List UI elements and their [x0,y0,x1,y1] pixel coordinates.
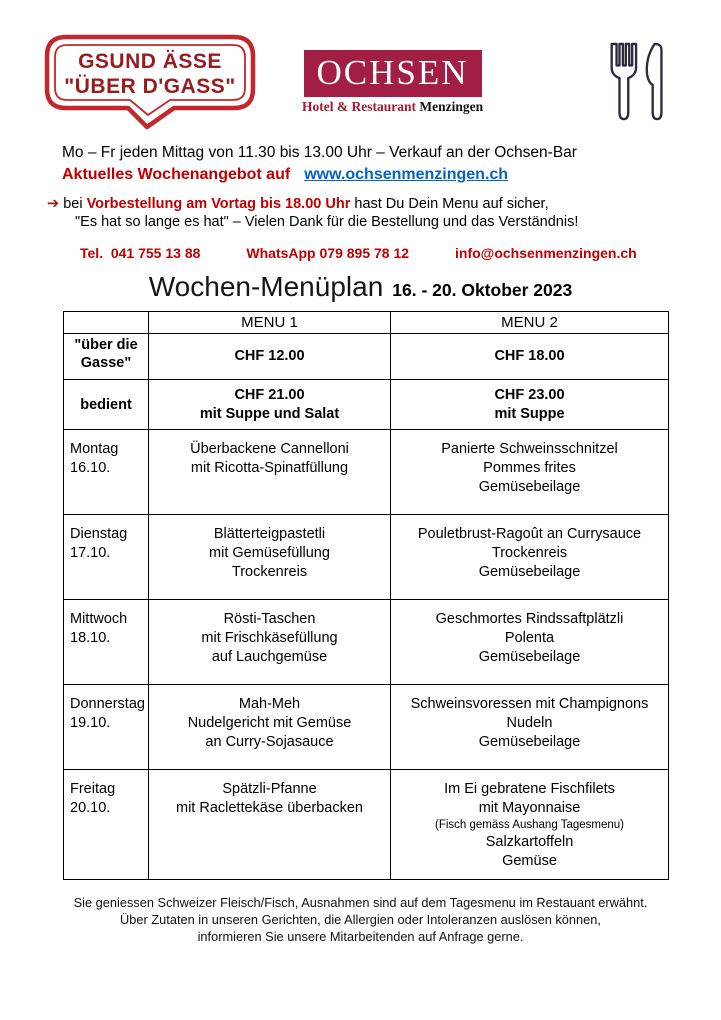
day-name: Montag [70,441,119,457]
day-date: 19.10. [70,715,111,731]
day-cell [64,515,149,600]
ochsen-caption-red: Hotel & Restaurant [302,99,416,114]
menu-line: Salzkartoffeln [485,834,574,850]
menu-line: mit Gemüsefüllung [209,545,330,561]
preorder-line [47,196,721,213]
menu-line: Blätterteigpastetli [213,526,326,542]
menu-line: Pouletbrust-Ragoût an Currysauce [417,526,642,542]
price-line: CHF 12.00 [234,348,305,364]
weekly-offer-label: Aktuelles Wochenangebot auf [62,166,291,183]
header-menu1: MENU 1 [149,312,391,334]
menu-line: Gemüsebeilage [478,734,581,750]
header-empty-cell [64,312,149,334]
menu-table [63,311,669,880]
menu-line: Trockenreis [491,545,568,561]
day-name: Freitag [70,781,116,797]
whatsapp-number: WhatsApp 079 895 78 12 [246,245,410,261]
price-line: mit Suppe und Salat [199,405,340,422]
menu1-price-cell [149,380,391,430]
gsund-aesse-logo [44,34,256,130]
menu-line: Pommes frites [483,460,576,476]
menu1-cell [149,685,391,770]
menu-line: Mah-Meh [238,696,301,712]
price-line: CHF 21.00 [234,386,305,403]
preorder-red: Vorbestellung am Vortag bis 18.00 Uhr [86,196,351,212]
menu-line: Im Ei gebratene Fischfilets [444,781,615,797]
footer-line: Sie geniessen Schweizer Fleisch/Fisch, Ausnahmen sind auf dem Tagesmenu im Restauant erwähnt. [73,895,648,910]
preorder-pre: bei [63,196,83,212]
title-date-range: 16. - 20. Oktober 2023 [392,280,573,300]
bubble-slogan-line1: GSUND ÄSSE [78,50,222,73]
footer-line: informieren Sie unsere Mitarbeitenden auf Anfrage gerne. [197,929,524,944]
weekly-offer-line [62,164,721,185]
menu1-cell [149,770,391,880]
intro-block [62,142,721,185]
menu2-cell [391,770,669,880]
page-title [0,271,721,303]
menu-line: Spätzli-Pfanne [222,781,317,797]
day-cell [64,600,149,685]
day-name: Donnerstag [70,696,145,712]
price-row-label: "über die Gasse" [64,334,149,380]
menu-line: mit Ricotta-Spinatfüllung [190,460,349,476]
price-line: CHF 18.00 [494,348,565,364]
footer-line: Über Zutaten in unseren Gerichten, die Allergien oder Intoleranzen auslösen können, [120,912,601,927]
day-date: 16.10. [70,460,111,476]
website-link[interactable]: www.ochsenmenzingen.ch [304,166,509,183]
ochsen-caption [302,99,483,115]
menu-line: Gemüse [502,853,557,869]
menu1-cell [149,430,391,515]
menu-line: Überbackene Cannelloni [190,441,349,457]
menu-line: Gemüsebeilage [478,649,581,665]
menu1-price-cell [149,334,391,380]
menu-day-rows [64,430,669,880]
menu-day-row [64,685,669,770]
footer-note [0,894,721,945]
opening-hours-line: Mo – Fr jeden Mittag von 11.30 bis 13.00 Uhr – Verkauf an der Ochsen-Bar [62,144,577,161]
menu-line: auf Lauchgemüse [211,649,328,665]
thanks-line: "Es hat so lange es hat" – Vielen Dank für die Bestellung und das Verständnis! [75,214,579,230]
day-cell [64,430,149,515]
day-date: 17.10. [70,545,111,561]
menu-line: Trockenreis [231,564,308,580]
menu-line: Geschmortes Rindssaftplätzli [435,611,624,627]
day-name: Dienstag [70,526,128,542]
menu-line: Panierte Schweinsschnitzel [441,441,618,457]
title-main: Wochen-Menüplan [148,271,384,302]
menu-line: Polenta [504,630,555,646]
menu-line: an Curry-Sojasauce [205,734,334,750]
bubble-slogan [50,49,250,99]
menu2-price-cell [391,334,669,380]
menu2-cell [391,430,669,515]
price-line: CHF 23.00 [494,386,565,403]
menu-day-row [64,600,669,685]
menu-day-row [64,430,669,515]
preorder-post: hast Du Dein Menu auf sicher, [354,196,549,212]
menu-line: Nudeln [506,715,553,731]
bubble-slogan-line2: "ÜBER D'GASS" [64,75,236,98]
email-address: info@ochsenmenzingen.ch [455,245,637,261]
menu-line: Nudelgericht mit Gemüse [187,715,352,731]
day-cell [64,770,149,880]
header-menu2: MENU 2 [391,312,669,334]
menu-line: mit Frischkäsefüllung [201,630,338,646]
menu2-price-cell [391,380,669,430]
arrow-icon: ➔ [47,196,60,212]
day-date: 20.10. [70,800,111,816]
menu1-cell [149,600,391,685]
page-header [0,0,721,130]
price-row-label: bedient [64,380,149,430]
menu-line: mit Mayonnaise [478,800,581,816]
menu2-cell [391,600,669,685]
menu-line: mit Raclettekäse überbacken [176,800,363,816]
price-line: mit Suppe [494,405,565,422]
menu-day-row [64,515,669,600]
phone-number: Tel. 041 755 13 88 [80,245,201,261]
menu-line: Schweinsvoressen mit Champignons [410,696,649,712]
fork-knife-icon [603,42,675,129]
day-cell [64,685,149,770]
menu1-cell [149,515,391,600]
menu-line: (Fisch gemäss Aushang Tagesmenu) [435,819,624,831]
menu-line: Rösti-Taschen [223,611,316,627]
day-date: 18.10. [70,630,111,646]
ochsen-wordmark: OCHSEN [304,50,482,97]
menu-header-row [64,312,669,334]
menu-line: Gemüsebeilage [478,479,581,495]
menu-line: Gemüsebeilage [478,564,581,580]
price-row-ueber-die-gasse [64,334,669,380]
menu2-cell [391,685,669,770]
menu-day-row [64,770,669,880]
contact-line [80,245,721,261]
ochsen-logo [302,50,483,115]
menu2-cell [391,515,669,600]
day-name: Mittwoch [70,611,128,627]
ochsen-caption-black: Menzingen [419,99,484,114]
price-row-bedient [64,380,669,430]
